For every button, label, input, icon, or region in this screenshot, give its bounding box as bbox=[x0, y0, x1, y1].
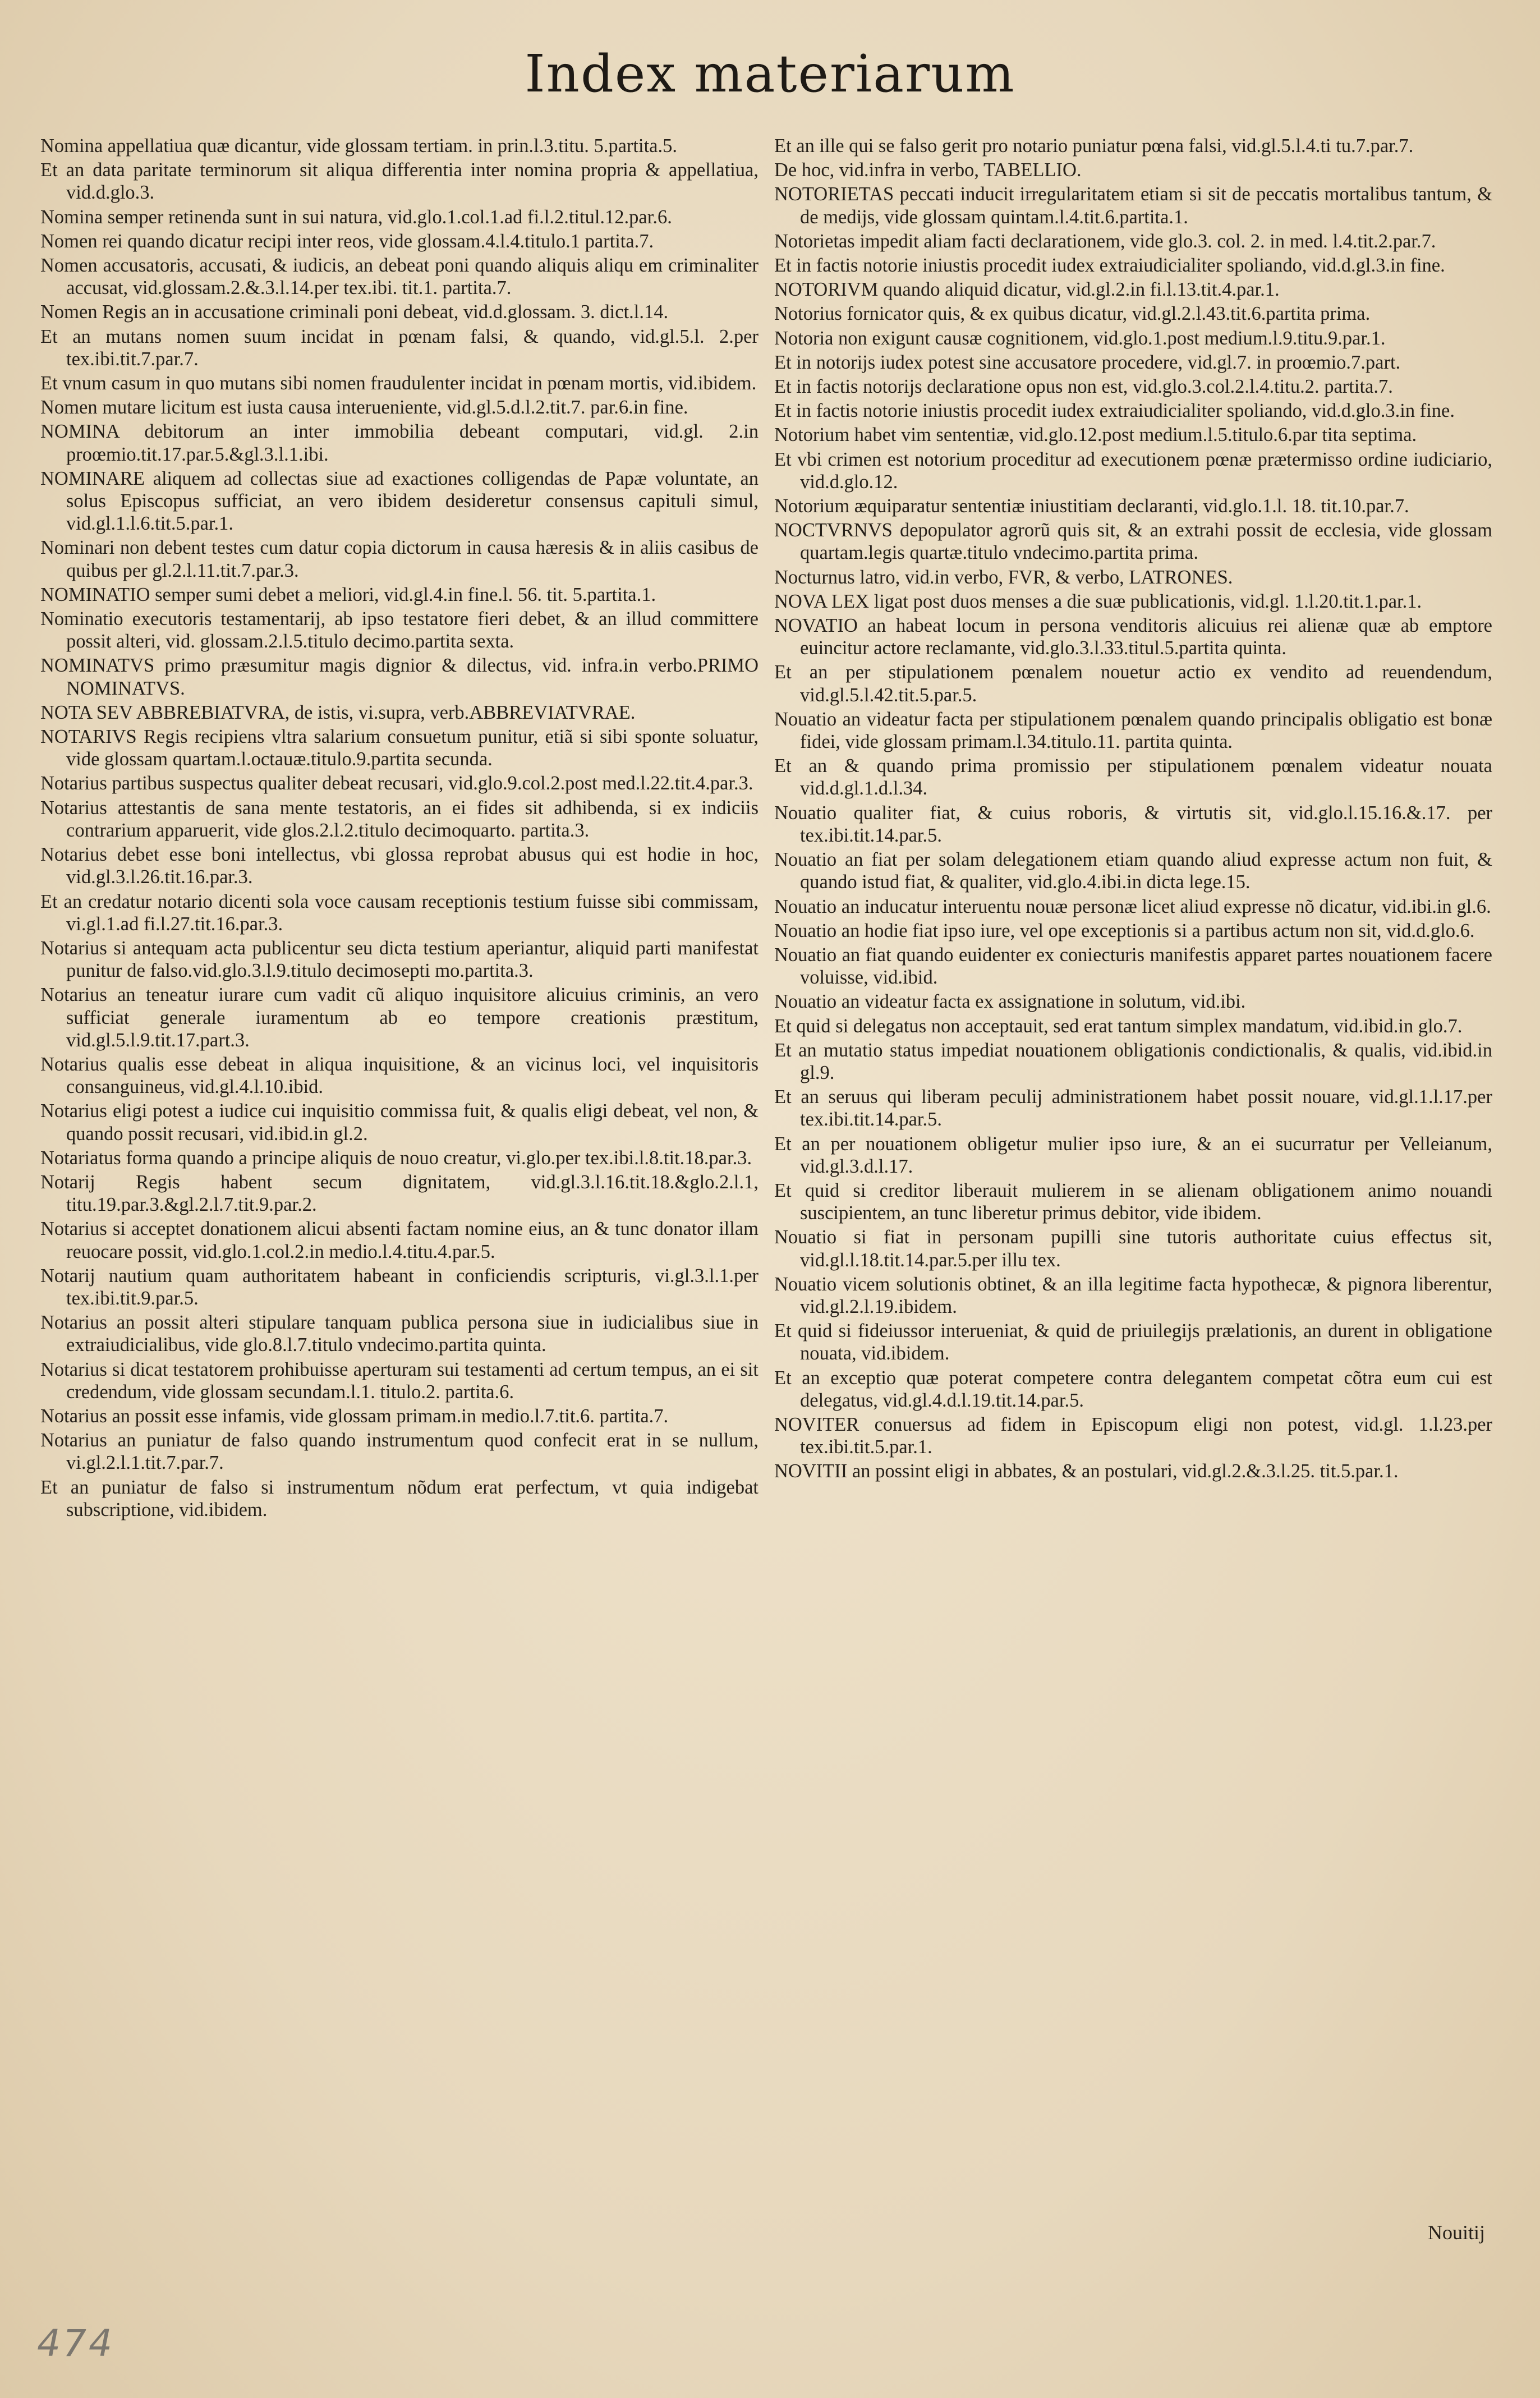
index-entry: Notarius an possit alteri stipulare tanquam publica persona siue in iudicialibus siue in extraiudicialibus, vide glo.8.l.7.titulo vndecimo.partita quinta. bbox=[40, 1312, 758, 1356]
index-entry: NOMINA debitorum an inter immobilia debeant computari, vid.gl. 2.in proœmio.tit.17.par.5.&gl.3.l.1.ibi. bbox=[40, 421, 758, 465]
index-entry: Et an data paritate terminorum sit aliqua differentia inter nomina propria & appellatiua, vid.d.glo.3. bbox=[40, 159, 758, 204]
index-entry: Notorius fornicator quis, & ex quibus dicatur, vid.gl.2.l.43.tit.6.partita prima. bbox=[774, 303, 1371, 325]
index-entry: NOCTVRNVS depopulator agrorũ quis sit, & an extrahi possit de ecclesia, vide glossam quartam.legis quartæ.titulo vndecimo.partita prima. bbox=[774, 520, 1492, 564]
index-entry: Nouatio an hodie fiat ipso iure, vel ope exceptionis si a partibus actum non sit, vid.d.glo.6. bbox=[774, 920, 1475, 941]
index-entry: NOMINARE aliquem ad collectas siue ad exactiones colligendas de Papæ voluntate, an solus Episcopus sufficiat, an vero ibidem desideretur consensus capituli simul, vid.gl.1.l.6.tit.5.par.1. bbox=[40, 467, 758, 535]
index-entry: Nominatio executoris testamentarij, ab ipso testatore fieri debet, & an illud committere possit alteri, vid. glossam.2.l.5.titulo decimo.partita sexta. bbox=[40, 608, 758, 653]
index-entry: NOTARIVS Regis recipiens vltra salarium consuetum punitur, etiã si sibi sponte soluatur, vide glossam quartam.l.octauæ.titulo.9.partita secunda. bbox=[40, 726, 758, 770]
page-title: Index materiarum bbox=[525, 44, 1015, 104]
index-entry: Notoria non exigunt causæ cognitionem, vid.glo.1.post medium.l.9.titu.9.par.1. bbox=[774, 327, 1386, 349]
index-entry: Notarius si dicat testatorem prohibuisse aperturam sui testamenti ad certum tempus, an ei sit credendum, vide glossam secundam.l.1. titulo.2. partita.6. bbox=[40, 1358, 758, 1403]
index-entry: Notarius si antequam acta publicentur seu dicta testium aperiantur, aliquid parti manifestat punitur de falso.vid.glo.3.l.9.titulo decimosepti mo.partita.3. bbox=[40, 937, 758, 982]
index-entry: Notariatus forma quando a principe aliquis de nouo creatur, vi.glo.per tex.ibi.l.8.tit.18.par.3. bbox=[40, 1147, 752, 1169]
index-entry: Notarius qualis esse debeat in aliqua inquisitione, & an vicinus loci, vel inquisitoris consanguineus, vid.gl.4.l.10.ibid. bbox=[40, 1053, 758, 1098]
index-entry: Nouatio an fiat quando euidenter ex coniecturis manifestis apparet partes nouationem facere voluisse, vid.ibid. bbox=[774, 944, 1492, 989]
index-entry: NOMINATIO semper sumi debet a meliori, vid.gl.4.in fine.l. 56. tit. 5.partita.1. bbox=[40, 584, 656, 605]
index-entry: Notarius attestantis de sana mente testatoris, an ei fides sit adhibenda, si ex indiciis contrarium apparuerit, vide glos.2.l.2.titulo decimoquarto. partita.3. bbox=[40, 797, 758, 841]
index-entry: Nomen Regis an in accusatione criminali poni debeat, vid.d.glossam. 3. dict.l.14. bbox=[40, 301, 669, 323]
index-entry: NOVATIO an habeat locum in persona venditoris alicuius rei alienæ quæ ab emptore euincitur actore reclamante, vid.glo.3.l.33.titul.5.partita quinta. bbox=[774, 615, 1492, 659]
index-entry: Et vbi crimen est notorium proceditur ad executionem pœnæ prætermisso ordine iudiciario, vid.d.glo.12. bbox=[774, 448, 1492, 493]
index-entry: Notorietas impedit aliam facti declarationem, vide glo.3. col. 2. in med. l.4.tit.2.par.7. bbox=[774, 230, 1436, 252]
index-entry: Notarij nautium quam authoritatem habeant in conficiendis scripturis, vi.gl.3.l.1.per tex.ibi.tit.9.par.5. bbox=[40, 1265, 758, 1309]
index-entry: NOVITII an possint eligi in abbates, & an postulari, vid.gl.2.&.3.l.25. tit.5.par.1. bbox=[774, 1460, 1399, 1482]
index-entry: Et an ille qui se falso gerit pro notario puniatur pœna falsi, vid.gl.5.l.4.ti tu.7.par.7. bbox=[774, 135, 1414, 157]
index-entry: NOVITER conuersus ad fidem in Episcopum eligi non potest, vid.gl. 1.l.23.per tex.ibi.tit.5.par.1. bbox=[774, 1413, 1492, 1458]
index-entry: Et an seruus qui liberam peculij administrationem habet possit nouare, vid.gl.1.l.17.per tex.ibi.tit.14.par.5. bbox=[774, 1086, 1492, 1131]
index-entry: Nouatio an videatur facta per stipulationem pœnalem quando principalis obligatio est bonæ fidei, vide glossam primam.l.34.titulo.11. partita quinta. bbox=[774, 708, 1492, 753]
right-column bbox=[774, 135, 1492, 1485]
index-entry: Nominari non debent testes cum datur copia dictorum in causa hæresis & in aliis casibus de quibus per gl.2.l.11.tit.7.par.3. bbox=[40, 537, 758, 581]
index-entry: Nouatio an inducatur interuentu nouæ personæ licet aliud expresse nõ dicatur, vid.ibi.in gl.6. bbox=[774, 895, 1491, 917]
index-entry: Et quid si creditor liberauit mulierem in se alienam obligationem animo nouandi suscipientem, an tunc liberetur primus debitor, vide ibidem. bbox=[774, 1179, 1492, 1224]
index-entry: Notarius eligi potest a iudice cui inquisitio commissa fuit, & qualis eligi debeat, vel non, & quando possit recusari, vid.ibid.in gl.2. bbox=[40, 1100, 758, 1145]
index-entry: Nouatio si fiat in personam pupilli sine tutoris authoritate cuius effectus sit, vid.gl.l.18.tit.14.par.5.per illu tex. bbox=[774, 1226, 1492, 1271]
index-entry: Notarius an puniatur de falso quando instrumentum quod confecit erat in se nullum, vi.gl.2.l.1.tit.7.par.7. bbox=[40, 1430, 758, 1474]
index-entry: Et an per nouationem obligetur mulier ipso iure, & an ei sucurratur per Velleianum, vid.gl.3.d.l.17. bbox=[774, 1133, 1492, 1177]
index-entry: Notorium habet vim sententiæ, vid.glo.12.post medium.l.5.titulo.6.par tita septima. bbox=[774, 424, 1417, 446]
catchword: Nouitij bbox=[1427, 2221, 1485, 2244]
index-entry: Et an per stipulationem pœnalem nouetur actio ex vendito ad reuendendum, vid.gl.5.l.42.tit.5.par.5. bbox=[774, 661, 1492, 706]
pencil-folio-number: 474 bbox=[37, 2322, 114, 2365]
index-entry: Et an puniatur de falso si instrumentum nõdum erat perfectum, vt quia indigebat subscriptione, vid.ibidem. bbox=[40, 1476, 758, 1520]
index-entry: Notarij Regis habent secum dignitatem, vid.gl.3.l.16.tit.18.&glo.2.l.1, titu.19.par.3.&gl.2.l.7.tit.9.par.2. bbox=[40, 1171, 758, 1216]
index-entry: Nouatio qualiter fiat, & cuius roboris, & virtutis sit, vid.glo.l.15.16.&.17. per tex.ibi.tit.14.par.5. bbox=[774, 802, 1492, 846]
index-entry: Nomina semper retinenda sunt in sui natura, vid.glo.1.col.1.ad fi.l.2.titul.12.par.6. bbox=[40, 206, 672, 228]
index-entry: Et an mutatio status impediat nouationem obligationis condictionalis, & qualis, vid.ibid.in gl.9. bbox=[774, 1039, 1492, 1083]
index-entry: Notarius an possit esse infamis, vide glossam primam.in medio.l.7.tit.6. partita.7. bbox=[40, 1405, 669, 1427]
index-entry: Notarius si acceptet donationem alicui absenti factam nomine eius, an & tunc donator illam reuocare possit, vid.glo.1.col.2.in medio.l.4.titu.4.par.5. bbox=[40, 1218, 758, 1262]
index-entry: Et quid si fideiussor interueniat, & quid de priuilegijs prælationis, an durent in obligatione nouata, vid.ibidem. bbox=[774, 1320, 1492, 1365]
index-entry: Notorium æquiparatur sententiæ iniustitiam declaranti, vid.glo.1.l. 18. tit.10.par.7. bbox=[774, 495, 1409, 517]
index-entry: Et vnum casum in quo mutans sibi nomen fraudulenter incidat in pœnam mortis, vid.ibidem. bbox=[40, 373, 757, 394]
index-entry: Nomina appellatiua quæ dicantur, vide glossam tertiam. in prin.l.3.titu. 5.partita.5. bbox=[40, 135, 677, 157]
index-entry: De hoc, vid.infra in verbo, TABELLIO. bbox=[774, 159, 1082, 181]
index-entry: Nomen rei quando dicatur recipi inter reos, vide glossam.4.l.4.titulo.1 partita.7. bbox=[40, 230, 654, 252]
index-entry: Notarius an teneatur iurare cum vadit cũ aliquo inquisitore alicuius criminis, an vero sufficiat generale iuramentum ab eo tempore creationis præstitum, vid.gl.5.l.9.tit.17.part.3. bbox=[40, 984, 758, 1051]
index-entry: NOMINATVS primo præsumitur magis dignior & dilectus, vid. infra.in verbo.PRIMO NOMINATVS. bbox=[40, 655, 758, 699]
index-entry: Nouatio vicem solutionis obtinet, & an illa legitime facta hypothecæ, & pignora liberentur, vid.gl.2.l.19.ibidem. bbox=[774, 1273, 1492, 1317]
index-entry: NOTORIETAS peccati inducit irregularitatem etiam si sit de peccatis mortalibus tantum, & de medijs, vide glossam quintam.l.4.tit.6.partita.1. bbox=[774, 183, 1492, 228]
index-entry: Et in factis notorie iniustis procedit iudex extraiudicialiter spoliando, vid.d.glo.3.in fine. bbox=[774, 400, 1455, 422]
index-entry: Notarius debet esse boni intellectus, vbi glossa reprobat abusus qui est hodie in hoc, vid.gl.3.l.26.tit.16.par.3. bbox=[40, 844, 758, 888]
index-entry: Nomen mutare licitum est iusta causa interueniente, vid.gl.5.d.l.2.tit.7. par.6.in fine. bbox=[40, 397, 688, 419]
index-entry: Nouatio an fiat per solam delegationem etiam quando aliud expresse actum non fuit, & quando istud fiat, & qualiter, vid.glo.4.ibi.in dicta lege.15. bbox=[774, 849, 1492, 893]
index-entry: Notarius partibus suspectus qualiter debeat recusari, vid.glo.9.col.2.post med.l.22.tit.4.par.3. bbox=[40, 773, 753, 794]
left-column bbox=[40, 135, 758, 1523]
index-entry: Nocturnus latro, vid.in verbo, FVR, & verbo, LATRONES. bbox=[774, 566, 1233, 588]
index-entry: Et in factis notorie iniustis procedit iudex extraiudicialiter spoliando, vid.d.gl.3.in fine. bbox=[774, 255, 1445, 277]
index-entry: Et an credatur notario dicenti sola voce causam receptionis testium fuisse sibi commissam, vi.gl.1.ad fi.l.27.tit.16.par.3. bbox=[40, 890, 758, 935]
index-entry: Et in factis notorijs declaratione opus non est, vid.glo.3.col.2.l.4.titu.2. partita.7. bbox=[774, 376, 1393, 398]
index-entry: Nomen accusatoris, accusati, & iudicis, an debeat poni quando aliquis aliqu em criminaliter accusat, vid.glossam.2.&.3.l.14.per tex.ibi. tit.1. partita.7. bbox=[40, 255, 758, 299]
index-entry: NOVA LEX ligat post duos menses a die suæ publicationis, vid.gl. 1.l.20.tit.1.par.1. bbox=[774, 590, 1422, 612]
index-entry: Et quid si delegatus non acceptauit, sed erat tantum simplex mandatum, vid.ibid.in glo.7. bbox=[774, 1015, 1463, 1037]
index-entry: NOTORIVM quando aliquid dicatur, vid.gl.2.in fi.l.13.tit.4.par.1. bbox=[774, 279, 1280, 301]
index-entry: Nouatio an videatur facta ex assignatione in solutum, vid.ibi. bbox=[774, 991, 1246, 1013]
index-entry: NOTA SEV ABBREBIATVRA, de istis, vi.supra, verb.ABBREVIATVRAE. bbox=[40, 701, 636, 723]
index-entry: Et an mutans nomen suum incidat in pœnam falsi, & quando, vid.gl.5.l. 2.per tex.ibi.tit.7.par.7. bbox=[40, 325, 758, 370]
index-entry: Et an & quando prima promissio per stipulationem pœnalem videatur nouata vid.d.gl.1.d.l.34. bbox=[774, 755, 1492, 800]
index-entry: Et in notorijs iudex potest sine accusatore procedere, vid.gl.7. in proœmio.7.part. bbox=[774, 351, 1401, 373]
index-entry: Et an exceptio quæ poterat competere contra delegantem competat cõtra eum cui est delegatus, vid.gl.4.d.l.19.tit.14.par.5. bbox=[774, 1367, 1492, 1411]
